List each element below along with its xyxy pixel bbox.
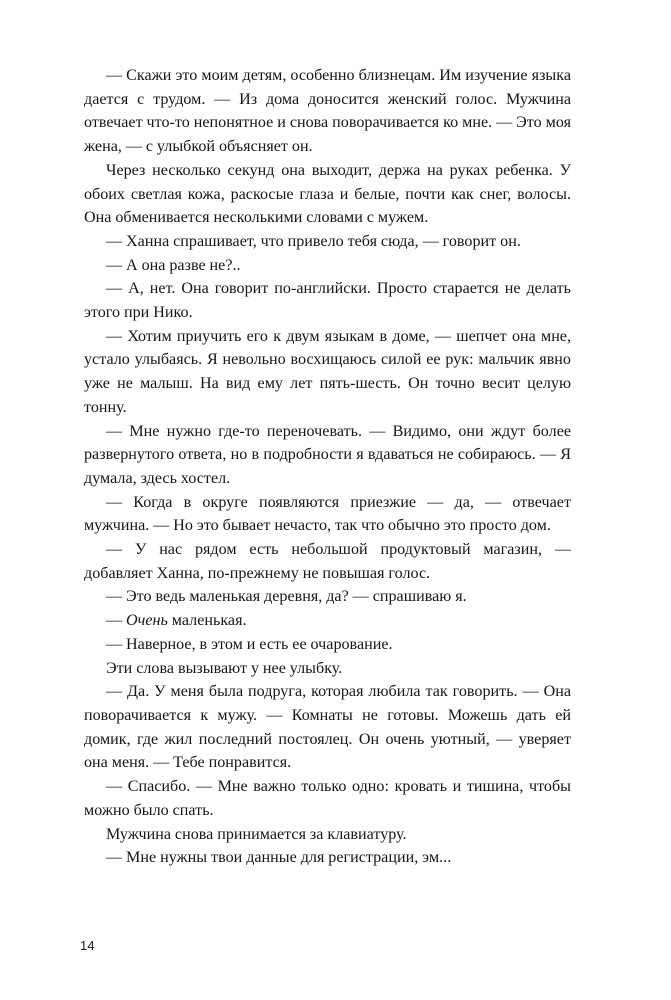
paragraph: — У нас рядом есть небольшой продуктовый магазин, — добавляет Ханна, по-прежнему не повышая голос. bbox=[84, 541, 571, 582]
paragraph: — Хотим приучить его к двум языкам в доме, — шепчет она мне, устало улыбаясь. Я невольно восхищаюсь силой ее рук: мальчик явно уже не малыш. На вид ему лет пять-шесть. Он точно весит целую тонну. bbox=[84, 327, 571, 416]
paragraph: — Мне нужны твои данные для регистрации, эм... bbox=[106, 849, 452, 867]
paragraph-tail: маленькая. bbox=[167, 612, 247, 630]
paragraph: — Ханна спрашивает, что привело тебя сюда, — говорит он. bbox=[106, 232, 521, 250]
paragraph-with-emphasis bbox=[84, 609, 571, 633]
paragraph: — Наверное, в этом и есть ее очарование. bbox=[106, 635, 393, 653]
paragraph: Мужчина снова принимается за клавиатуру. bbox=[106, 825, 407, 843]
paragraph: — Спасибо. — Мне важно только одно: кровать и тишина, чтобы можно было спать. bbox=[84, 778, 571, 819]
emphasized-word: Очень bbox=[126, 612, 168, 630]
paragraph: Эти слова вызывают у нее улыбку. bbox=[106, 659, 343, 677]
paragraph: — Когда в округе появляются приезжие — да, — отвечает мужчина. — Но это бывает нечасто, так что обычно это просто дом. bbox=[84, 493, 571, 535]
paragraph: — Мне нужно где-то переночевать. — Видимо, они ждут более развернутого ответа, но в подробности я вдаваться не собираюсь. — Я думала, здесь хостел. bbox=[84, 422, 571, 487]
paragraph: — Скажи это моим детям, особенно близнецам. Им изучение языка дается с трудом. — Из дома доносится женский голос. Мужчина отвечает что-то непонятное и снова поворачивается ко мне. — Это моя жена, — с улыбкой объясняет он. bbox=[84, 67, 571, 156]
paragraph: — А, нет. Она говорит по-английски. Просто старается не делать этого при Нико. bbox=[84, 280, 571, 322]
paragraph: — Это ведь маленькая деревня, да? — спрашиваю я. bbox=[106, 588, 467, 606]
body-text-column bbox=[84, 64, 571, 870]
paragraph: Через несколько секунд она выходит, держа на руках ребенка. У обоих светлая кожа, раскосые глаза и белые, почти как снег, волосы. Она обменивается несколькими словами с мужем. bbox=[84, 161, 571, 227]
paragraph: — А она разве не?.. bbox=[106, 256, 241, 274]
page-number: 14 bbox=[80, 938, 95, 953]
em-dash-prefix: — bbox=[106, 612, 127, 630]
paragraph: — Да. У меня была подруга, которая любила так говорить. — Она поворачивается к мужу. — Комнаты не готовы. Можешь дать ей домик, где жил последний постоялец. Он очень уютный, — уверяет она меня. — Тебе понравится. bbox=[84, 683, 571, 772]
